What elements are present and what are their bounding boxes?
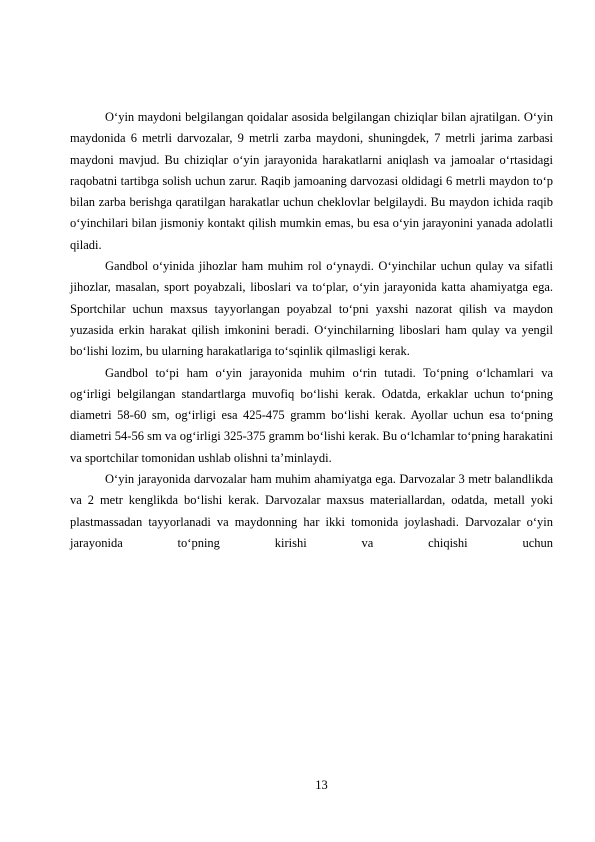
- paragraph: O‘yin jarayonida darvozalar ham muhim ahamiyatga ega. Darvozalar 3 metr balandlikda va 2 metr kenglikda bo‘lishi kerak. Darvozalar maxsus materiallardan, odatda, metall yoki plastmassadan tayyorlanadi va maydonning har ikki tomonida joylashadi. Darvozalar o‘yin jarayonida to‘pning kirishi va chiqishi uchun: [70, 472, 553, 550]
- page-number: 13: [315, 778, 328, 792]
- paragraph: Gandbol o‘yinida jihozlar ham muhim rol o‘ynaydi. O‘yinchilar uchun qulay va sifatli jihozlar, masalan, sport poyabzali, liboslari va to‘plar, o‘yin jarayonida katta ahamiyatga ega. Sportchilar uchun maxsus tayyorlangan poyabzal to‘pni yaxshi nazorat qilish va maydon yuzasida erkin harakat qilish imkonini beradi. O‘yinchilarning liboslari ham qulay va yengil bo‘lishi lozim, bu ularning harakatlariga to‘sqinlik qilmasligi kerak.: [70, 259, 553, 359]
- body-text: [70, 107, 553, 554]
- paragraph: Gandbol to‘pi ham o‘yin jarayonida muhim o‘rin tutadi. To‘pning o‘lchamlari va og‘irligi belgilangan standartlarga muvofiq bo‘lishi kerak. Odatda, erkaklar uchun to‘pning diametri 58-60 sm, og‘irligi esa 425-475 gramm bo‘lishi kerak. Ayollar uchun esa to‘pning diametri 54-56 sm va og‘irligi 325-375 gramm bo‘lishi kerak. Bu o‘lchamlar to‘pning harakatini va sportchilar tomonidan ushlab olishni ta’minlaydi.: [70, 365, 553, 465]
- paragraph: O‘yin maydoni belgilangan qoidalar asosida belgilangan chiziqlar bilan ajratilgan. O‘yin maydonida 6 metrli darvozalar, 9 metrli zarba maydoni, shuningdek, 7 metrli jarima zarbasi maydoni mavjud. Bu chiziqlar o‘yin jarayonida harakatlarni aniqlash va jamoalar o‘rtasidagi raqobatni tartibga solish uchun zarur. Raqib jamoaning darvozasi oldidagi 6 metrli maydon to‘p bilan zarba berishga qaratilgan harakatlar uchun cheklovlar belgilaydi. Bu maydon ichida raqib o‘yinchilari bilan jismoniy kontakt qilish mumkin emas, bu esa o‘yin jarayonini yanada adolatli qiladi.: [70, 110, 553, 252]
